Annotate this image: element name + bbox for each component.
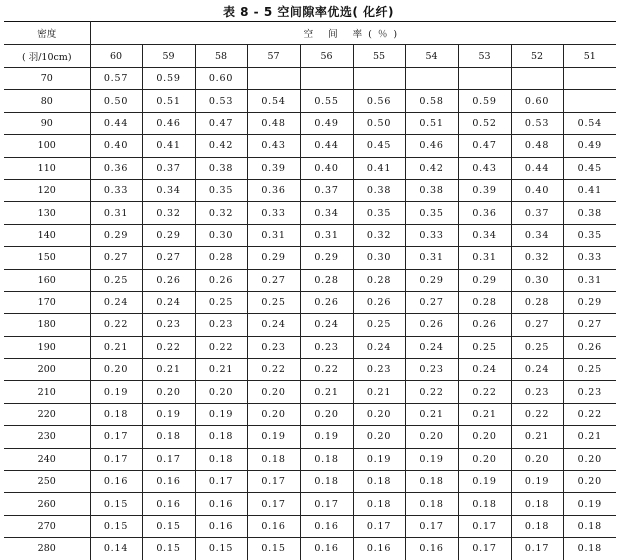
value-cell: 0.15 [90,493,142,515]
value-cell: 0.29 [142,224,195,246]
table-row [4,112,616,134]
value-cell: 0.60 [195,68,247,90]
value-cell: 0.27 [90,247,142,269]
value-cell: 0.18 [247,448,300,470]
value-cell: 0.17 [300,493,353,515]
value-cell: 0.35 [195,179,247,201]
value-cell: 0.20 [247,381,300,403]
value-cell: 0.32 [353,224,405,246]
value-cell: 0.17 [353,515,405,537]
value-cell: 0.17 [247,471,300,493]
value-cell: 0.20 [353,403,405,425]
value-cell: 0.26 [563,336,616,358]
value-cell: 0.17 [511,538,563,560]
density-cell: 70 [4,68,90,90]
value-cell: 0.37 [142,157,195,179]
value-cell: 0.21 [511,426,563,448]
value-cell: 0.18 [353,493,405,515]
value-cell: 0.44 [300,135,353,157]
value-cell: 0.38 [353,179,405,201]
value-cell: 0.58 [405,90,458,112]
value-cell: 0.27 [405,291,458,313]
value-cell: 0.27 [247,269,300,291]
value-cell: 0.35 [563,224,616,246]
value-cell: 0.15 [142,538,195,560]
value-cell: 0.49 [300,112,353,134]
value-cell: 0.30 [353,247,405,269]
value-cell: 0.46 [142,112,195,134]
value-cell: 0.18 [405,493,458,515]
value-cell: 0.18 [300,448,353,470]
value-cell: 0.32 [195,202,247,224]
porosity-header-cell: 52 [511,45,563,68]
value-cell: 0.25 [353,314,405,336]
value-cell: 0.51 [142,90,195,112]
table-row [4,135,616,157]
value-cell: 0.26 [142,269,195,291]
value-cell: 0.56 [353,90,405,112]
table-caption: 表 8 - 5 空间隙率优选( 化纤) [222,5,395,19]
porosity-header-cell: 57 [247,45,300,68]
value-cell: 0.31 [405,247,458,269]
value-cell: 0.23 [511,381,563,403]
table-row [4,291,616,313]
value-cell: 0.20 [458,448,511,470]
value-cell: 0.24 [511,359,563,381]
density-cell: 230 [4,426,90,448]
value-cell: 0.22 [142,336,195,358]
value-cell: 0.38 [405,179,458,201]
value-cell: 0.21 [353,381,405,403]
value-cell: 0.45 [563,157,616,179]
value-cell: 0.23 [247,336,300,358]
value-cell: 0.22 [563,403,616,425]
value-cell: 0.28 [511,291,563,313]
value-cell: 0.15 [195,538,247,560]
value-cell: 0.25 [458,336,511,358]
value-cell: 0.18 [195,448,247,470]
value-cell: 0.18 [300,471,353,493]
header-row-top [4,22,616,45]
value-cell: 0.23 [300,336,353,358]
value-cell: 0.19 [563,493,616,515]
value-cell: 0.17 [458,538,511,560]
density-unit: ( 羽/10cm) [4,45,90,68]
value-cell: 0.16 [353,538,405,560]
value-cell: 0.18 [563,515,616,537]
value-cell: 0.38 [195,157,247,179]
value-cell: 0.17 [405,515,458,537]
value-cell: 0.35 [353,202,405,224]
density-cell: 130 [4,202,90,224]
value-cell: 0.21 [142,359,195,381]
value-cell [458,68,511,90]
value-cell [247,68,300,90]
value-cell: 0.36 [90,157,142,179]
value-cell: 0.22 [405,381,458,403]
value-cell: 0.25 [511,336,563,358]
porosity-header-cell: 53 [458,45,511,68]
value-cell: 0.37 [300,179,353,201]
value-cell: 0.23 [405,359,458,381]
density-cell: 210 [4,381,90,403]
porosity-table [4,21,616,560]
value-cell: 0.40 [90,135,142,157]
value-cell: 0.32 [142,202,195,224]
value-cell: 0.15 [247,538,300,560]
value-cell: 0.25 [195,291,247,313]
porosity-header-cell: 56 [300,45,353,68]
value-cell: 0.18 [353,471,405,493]
value-cell: 0.17 [247,493,300,515]
value-cell: 0.21 [195,359,247,381]
table-row [4,426,616,448]
value-cell: 0.24 [247,314,300,336]
value-cell: 0.16 [300,538,353,560]
porosity-header-cell: 54 [405,45,458,68]
value-cell: 0.18 [195,426,247,448]
value-cell: 0.47 [195,112,247,134]
value-cell: 0.24 [458,359,511,381]
value-cell: 0.16 [405,538,458,560]
value-cell: 0.29 [300,247,353,269]
value-cell: 0.55 [300,90,353,112]
value-cell: 0.44 [90,112,142,134]
value-cell: 0.24 [300,314,353,336]
value-cell: 0.25 [247,291,300,313]
value-cell: 0.19 [247,426,300,448]
value-cell: 0.19 [405,448,458,470]
table-row [4,157,616,179]
value-cell [511,68,563,90]
density-cell: 170 [4,291,90,313]
value-cell: 0.26 [458,314,511,336]
value-cell: 0.45 [353,135,405,157]
value-cell: 0.25 [90,269,142,291]
value-cell: 0.27 [142,247,195,269]
value-cell: 0.18 [90,403,142,425]
value-cell [563,90,616,112]
value-cell: 0.43 [458,157,511,179]
value-cell: 0.20 [195,381,247,403]
value-cell: 0.15 [90,515,142,537]
value-cell: 0.17 [458,515,511,537]
value-cell: 0.50 [90,90,142,112]
table-row [4,179,616,201]
value-cell: 0.20 [247,403,300,425]
value-cell: 0.24 [90,291,142,313]
density-cell: 260 [4,493,90,515]
value-cell: 0.18 [405,471,458,493]
value-cell: 0.34 [511,224,563,246]
value-cell: 0.43 [247,135,300,157]
value-cell: 0.29 [563,291,616,313]
value-cell: 0.26 [405,314,458,336]
value-cell: 0.33 [90,179,142,201]
density-label: 密度 [4,22,90,45]
density-cell: 240 [4,448,90,470]
value-cell: 0.17 [90,448,142,470]
value-cell: 0.18 [563,538,616,560]
table-row [4,448,616,470]
value-cell: 0.31 [458,247,511,269]
value-cell: 0.60 [511,90,563,112]
table-row [4,359,616,381]
value-cell: 0.51 [405,112,458,134]
value-cell: 0.54 [247,90,300,112]
value-cell: 0.15 [142,515,195,537]
value-cell: 0.52 [458,112,511,134]
value-cell: 0.22 [458,381,511,403]
value-cell: 0.28 [195,247,247,269]
value-cell: 0.59 [458,90,511,112]
value-cell: 0.23 [563,381,616,403]
value-cell: 0.39 [458,179,511,201]
value-cell: 0.29 [458,269,511,291]
value-cell: 0.20 [405,426,458,448]
table-row [4,515,616,537]
value-cell: 0.41 [353,157,405,179]
density-cell: 270 [4,515,90,537]
value-cell: 0.30 [511,269,563,291]
value-cell: 0.20 [142,381,195,403]
value-cell: 0.29 [405,269,458,291]
value-cell: 0.19 [458,471,511,493]
value-cell: 0.21 [405,403,458,425]
value-cell: 0.23 [142,314,195,336]
value-cell: 0.37 [511,202,563,224]
porosity-header-cell: 55 [353,45,405,68]
value-cell: 0.20 [511,448,563,470]
table-body [4,68,616,560]
porosity-header-cell: 58 [195,45,247,68]
value-cell: 0.17 [195,471,247,493]
value-cell: 0.26 [353,291,405,313]
value-cell: 0.18 [511,493,563,515]
value-cell: 0.16 [300,515,353,537]
value-cell: 0.21 [458,403,511,425]
value-cell: 0.33 [563,247,616,269]
value-cell: 0.31 [563,269,616,291]
value-cell [300,68,353,90]
value-cell: 0.24 [142,291,195,313]
value-cell: 0.48 [511,135,563,157]
value-cell: 0.27 [511,314,563,336]
value-cell: 0.42 [405,157,458,179]
value-cell [405,68,458,90]
table-row [4,403,616,425]
table-row [4,314,616,336]
value-cell: 0.54 [563,112,616,134]
value-cell: 0.23 [353,359,405,381]
value-cell: 0.17 [90,426,142,448]
header-row-porosity [4,45,616,68]
value-cell: 0.47 [458,135,511,157]
value-cell: 0.19 [300,426,353,448]
value-cell: 0.59 [142,68,195,90]
value-cell: 0.19 [353,448,405,470]
density-cell: 90 [4,112,90,134]
value-cell: 0.31 [300,224,353,246]
density-cell: 150 [4,247,90,269]
table-row [4,68,616,90]
porosity-header-cell: 60 [90,45,142,68]
value-cell: 0.49 [563,135,616,157]
value-cell: 0.53 [195,90,247,112]
value-cell: 0.22 [195,336,247,358]
porosity-header-cell: 51 [563,45,616,68]
value-cell: 0.21 [300,381,353,403]
value-cell: 0.31 [90,202,142,224]
value-cell: 0.46 [405,135,458,157]
value-cell: 0.39 [247,157,300,179]
value-cell: 0.42 [195,135,247,157]
value-cell: 0.32 [511,247,563,269]
value-cell: 0.40 [511,179,563,201]
value-cell: 0.20 [353,426,405,448]
table-row [4,224,616,246]
value-cell: 0.44 [511,157,563,179]
value-cell: 0.19 [142,403,195,425]
value-cell: 0.36 [247,179,300,201]
value-cell: 0.31 [247,224,300,246]
value-cell: 0.16 [142,493,195,515]
value-cell: 0.18 [511,515,563,537]
value-cell: 0.20 [563,471,616,493]
value-cell: 0.19 [90,381,142,403]
value-cell: 0.16 [195,515,247,537]
value-cell: 0.16 [90,471,142,493]
value-cell: 0.28 [353,269,405,291]
value-cell: 0.24 [353,336,405,358]
value-cell: 0.26 [195,269,247,291]
value-cell: 0.38 [563,202,616,224]
porosity-label: 空 间 率(％) [90,22,616,45]
value-cell: 0.33 [247,202,300,224]
value-cell: 0.22 [247,359,300,381]
value-cell: 0.29 [90,224,142,246]
density-cell: 100 [4,135,90,157]
table-row [4,336,616,358]
value-cell: 0.20 [458,426,511,448]
value-cell: 0.18 [458,493,511,515]
value-cell: 0.57 [90,68,142,90]
value-cell: 0.24 [405,336,458,358]
value-cell: 0.41 [563,179,616,201]
table-row [4,247,616,269]
value-cell [563,68,616,90]
porosity-header-cell: 59 [142,45,195,68]
value-cell: 0.26 [300,291,353,313]
density-cell: 190 [4,336,90,358]
value-cell: 0.23 [195,314,247,336]
density-cell: 80 [4,90,90,112]
value-cell: 0.28 [458,291,511,313]
density-cell: 250 [4,471,90,493]
value-cell: 0.16 [195,493,247,515]
density-cell: 280 [4,538,90,560]
density-cell: 220 [4,403,90,425]
density-cell: 140 [4,224,90,246]
value-cell: 0.21 [90,336,142,358]
value-cell: 0.34 [142,179,195,201]
density-cell: 200 [4,359,90,381]
value-cell: 0.22 [90,314,142,336]
table-row [4,381,616,403]
table-row [4,269,616,291]
value-cell: 0.14 [90,538,142,560]
value-cell: 0.34 [458,224,511,246]
value-cell: 0.16 [142,471,195,493]
value-cell: 0.19 [195,403,247,425]
value-cell: 0.30 [195,224,247,246]
table-row [4,538,616,560]
density-cell: 180 [4,314,90,336]
value-cell: 0.22 [511,403,563,425]
table-row [4,202,616,224]
value-cell: 0.17 [142,448,195,470]
value-cell: 0.48 [247,112,300,134]
value-cell: 0.33 [405,224,458,246]
value-cell: 0.50 [353,112,405,134]
value-cell: 0.34 [300,202,353,224]
value-cell: 0.20 [300,403,353,425]
value-cell: 0.40 [300,157,353,179]
value-cell: 0.28 [300,269,353,291]
value-cell: 0.16 [247,515,300,537]
density-cell: 120 [4,179,90,201]
value-cell: 0.35 [405,202,458,224]
value-cell: 0.53 [511,112,563,134]
value-cell: 0.18 [142,426,195,448]
value-cell: 0.20 [90,359,142,381]
value-cell [353,68,405,90]
value-cell: 0.41 [142,135,195,157]
density-cell: 110 [4,157,90,179]
density-cell: 160 [4,269,90,291]
table-row [4,493,616,515]
table-row [4,471,616,493]
value-cell: 0.27 [563,314,616,336]
value-cell: 0.19 [511,471,563,493]
value-cell: 0.22 [300,359,353,381]
table-row [4,90,616,112]
value-cell: 0.20 [563,448,616,470]
value-cell: 0.25 [563,359,616,381]
value-cell: 0.29 [247,247,300,269]
value-cell: 0.21 [563,426,616,448]
value-cell: 0.36 [458,202,511,224]
